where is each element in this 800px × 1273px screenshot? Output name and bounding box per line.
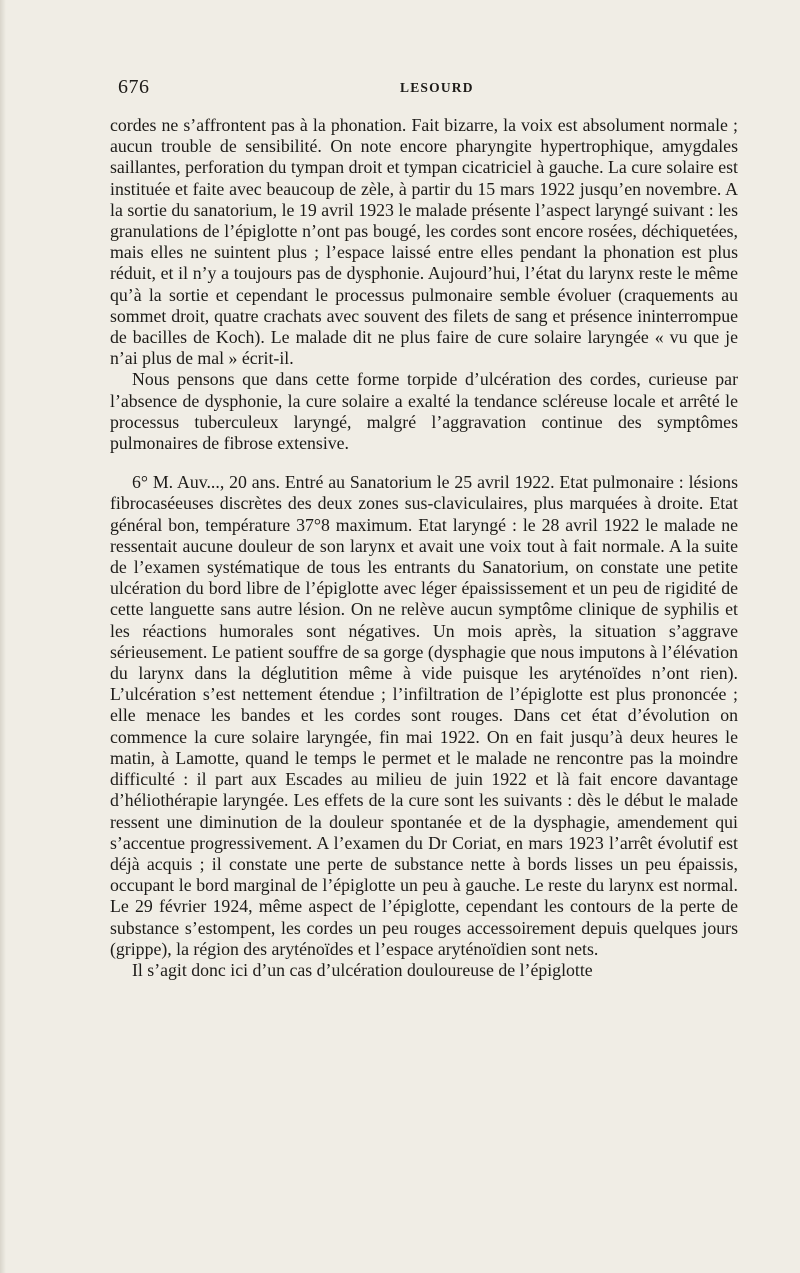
paragraph-continuation: cordes ne s’affrontent pas à la phonation. Fait bizarre, la voix est absolument normale ; aucun trouble de sensibilité. On note encore pharyngite hypertrophique, amygdales saillantes, perforation du tympan droit et tympan cicatriciel à gauche. La cure solaire est instituée et faite avec beaucoup de zèle, à partir du 15 mars 1922 jusqu’en novembre. A la sortie du sanatorium, le 19 avril 1923 le malade présente l’aspect laryngé suivant : les granulations de l’épiglotte n’ont pas bougé, les cordes sont encore rosées, déchiquetées, mais elles ne suintent plus ; l’espace laissé entre elles pendant la phonation est plus réduit, et il n’y a toujours pas de dysphonie. Aujourd’hui, l’état du larynx reste le même qu’à la sortie et cependant le processus pulmonaire semble évoluer (craquements au sommet droit, quatre crachats avec souvent des filets de sang et présence ininterrompue de bacilles de Koch). Le malade dit ne plus faire de cure solaire laryngée « vu que je n’ai plus de mal » écrit-il.: [110, 115, 738, 369]
paragraph-conclusion: Nous pensons que dans cette forme torpide d’ulcération des cordes, curieuse par l’absence de dysphonie, la cure solaire a exalté la tendance scléreuse locale et arrêté le processus tuberculeux laryngé, malgré l’aggravation continue des symptômes pulmonaires de fibrose extensive.: [110, 369, 738, 454]
page-edge-shadow: [0, 0, 6, 1273]
body-text: [110, 115, 738, 981]
page-header: [118, 76, 740, 102]
paragraph-final: Il s’agit donc ici d’un cas d’ulcération douloureuse de l’épiglotte: [132, 959, 593, 980]
paragraph-case-6: 6° M. Auv..., 20 ans. Entré au Sanatorium le 25 avril 1922. Etat pulmonaire : lésions fibrocaséeuses discrètes des deux zones sus-claviculaires, plus marquées à droite. Etat général bon, température 37°8 maximum. Etat laryngé : le 28 avril 1922 le malade ne ressentait aucune douleur de son larynx et avait une voix tout à fait normale. A la suite de l’examen systématique de tous les entrants du Sanatorium, on constate une petite ulcération du bord libre de l’épiglotte avec léger épaississement et un peu de rigidité de cette languette sans autre lésion. On ne relève aucun symptôme clinique de syphilis et les réactions humorales sont négatives. Un mois après, la situation s’aggrave sérieusement. Le patient souffre de sa gorge (dysphagie que nous imputons à l’élévation du larynx dans la déglutition même à vide puisque les aryténoïdes n’ont rien). L’ulcération s’est nettement étendue ; l’infiltration de l’épiglotte est plus prononcée ; elle menace les bandes et les cordes sont rouges. Dans cet état d’évolution on commence la cure solaire laryngée, fin mai 1922. On en fait jusqu’à deux heures le matin, à Lamotte, quand le temps le permet et le malade ne rencontre pas la moindre difficulté : il part aux Escades au milieu de juin 1922 et là fait encore davantage d’héliothérapie laryngée. Les effets de la cure sont les suivants : dès le début le malade ressent une diminution de la douleur spontanée et de la dysphagie, amendement qui s’accentue progressivement. A l’examen du Dr Coriat, en mars 1923 l’arrêt évolutif est déjà acquis ; il constate une perte de substance nette à bords lisses un peu épaissis, occupant le bord marginal de l’épiglotte un peu à gauche. Le reste du larynx est normal. Le 29 février 1924, même aspect de l’épiglotte, cependant les contours de la perte de substance s’estompent, les cordes un peu rouges accessoirement depuis quelques jours (grippe), la région des aryténoïdes et l’espace aryténoïdien sont nets.: [110, 472, 738, 959]
page-number: 676: [118, 76, 150, 98]
running-title: LESOURD: [400, 80, 474, 95]
